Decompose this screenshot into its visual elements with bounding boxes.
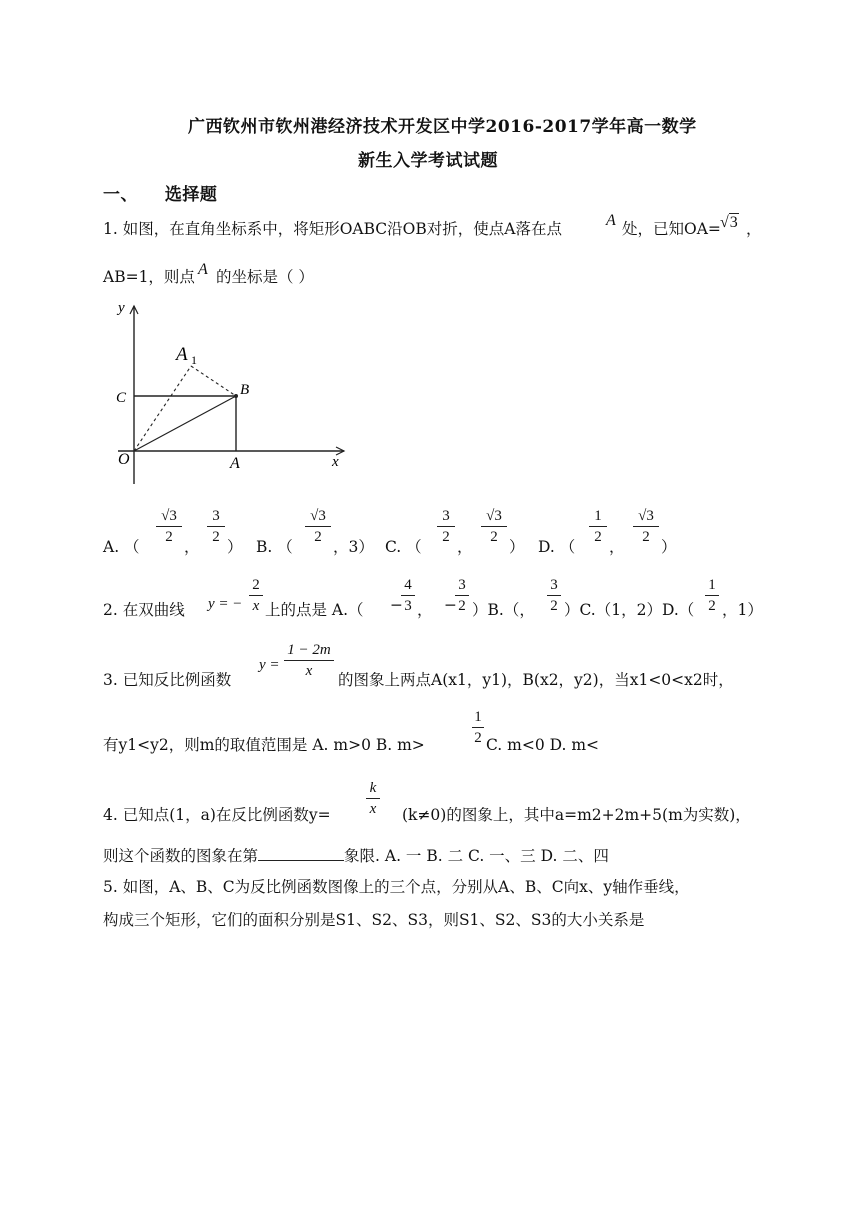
q1-option-d-end: ）: [661, 538, 677, 556]
q1-point-a1-symbol: A: [606, 212, 616, 229]
q1-option-b-end: ，3）: [333, 538, 374, 556]
q1-option-b-num: √3: [310, 508, 326, 524]
q3-frac: [472, 708, 484, 747]
q2-option-d-end: ，1）: [722, 601, 763, 619]
q1-line-2b: 的坐标是（ ）: [216, 268, 314, 286]
point-b-label: B: [240, 382, 250, 398]
q4-frac-num: k: [369, 780, 377, 796]
q2-option-a-frac-1: [401, 576, 415, 615]
q2-option-b-num: 3: [550, 577, 558, 593]
q4-frac: [366, 779, 380, 818]
q3-frac-num: 1: [474, 709, 482, 725]
q3-frac-den: 2: [474, 730, 482, 746]
point-b-dot: [234, 394, 238, 398]
q4-lead: 4. 已知点(1，a)在反比例函数y=: [103, 806, 331, 824]
q2-option-a-num-2: 3: [458, 577, 466, 593]
q1-option-a-den-1: 2: [165, 529, 173, 545]
q1-option-a-num-2: 3: [212, 508, 220, 524]
q2-formula-frac: [249, 576, 263, 615]
q1-option-a-lead: A. （: [103, 538, 140, 556]
q2-lead: 2. 在双曲线: [103, 601, 185, 619]
q2-option-b-end: ）C.（1，2）D.（: [564, 601, 695, 619]
q1-option-c-end: ）: [509, 538, 525, 556]
q4-text-after: (k≠0)的图象上，其中a=m2+2m+5(m为实数)，: [402, 806, 751, 824]
y-axis-label: y: [118, 300, 125, 316]
point-a-label: A: [230, 455, 240, 472]
q3-formula-frac: [284, 641, 334, 680]
q3-lead: 3. 已知反比例函数: [103, 671, 232, 689]
q3-formula-num: 1 − 2m: [287, 642, 331, 658]
origin-label: O: [118, 451, 130, 468]
q2-option-a-den-1: 3: [404, 598, 412, 614]
segment-ob: [134, 396, 236, 451]
q2-option-a-sep: ，: [417, 601, 433, 619]
q1-option-c-sep: ，: [457, 538, 473, 556]
section-number: 一、: [103, 185, 138, 205]
segment-a1b-dashed: [191, 366, 236, 396]
q1-option-d-lead: D. （: [538, 538, 576, 556]
point-c-label: C: [116, 390, 127, 406]
q5-line-1: 5. 如图，A、B、C为反比例函数图像上的三个点，分别从A、B、C向x、y轴作垂线，: [103, 878, 690, 896]
q1-option-c-den-2: 2: [490, 529, 498, 545]
section-name: 选择题: [164, 185, 218, 205]
q4-line-2a: 则这个函数的图象在第: [103, 847, 259, 865]
q1-option-d-den-1: 2: [594, 529, 602, 545]
segment-oa1-dashed: [134, 366, 191, 451]
q1-option-c-num-2: √3: [486, 508, 502, 524]
q1-option-a-den-2: 2: [212, 529, 220, 545]
q2-formula-den: x: [252, 598, 260, 614]
q3-text-after: 的图象上两点A(x1，y1)，B(x2，y2)，当x1<0<x2时，: [338, 671, 734, 689]
q1-line-2a: AB=1，则点: [103, 268, 195, 286]
section-heading: [103, 180, 217, 205]
q2-option-a-den-2: 2: [458, 598, 466, 614]
q2-option-d-den: 2: [708, 598, 716, 614]
q2-neg-2: −: [444, 596, 457, 614]
point-a1-label: A: [176, 344, 188, 365]
q1-option-d-den-2: 2: [642, 529, 650, 545]
q2-neg-1: −: [390, 596, 403, 614]
q1-coordinate-figure: [104, 296, 354, 491]
q1-option-a-end: ）: [227, 538, 243, 556]
q2-option-d-frac: [705, 576, 719, 615]
q2-text-after: 上的点是 A.（: [265, 601, 364, 619]
q1-option-c-den-1: 2: [442, 529, 450, 545]
q2-option-a-frac-2: [455, 576, 469, 615]
q3-formula-lhs: y =: [259, 657, 280, 673]
point-a1-subscript: 1: [191, 353, 197, 367]
q1-point-a1-symbol-2: A: [198, 261, 208, 278]
q1-option-c-lead: C. （: [385, 538, 422, 556]
q2-formula-num: 2: [252, 577, 260, 593]
q1-option-a-sep: ，: [184, 538, 200, 556]
q1-option-c-num-1: 3: [442, 508, 450, 524]
q2-option-a-end: ）B.（，: [472, 601, 535, 619]
q5-line-2: 构成三个矩形，它们的面积分别是S1、S2、S3，则S1、S2、S3的大小关系是: [103, 911, 645, 929]
q1-line-1a: 1. 如图，在直角坐标系中，将矩形OABC沿OB对折，使点A落在点: [103, 220, 562, 238]
q1-option-c-frac-1: [437, 507, 455, 546]
q4-frac-den: x: [369, 801, 377, 817]
q3-line-2b: C. m<0 D. m<: [486, 736, 600, 754]
q1-option-d-num-1: 1: [594, 508, 602, 524]
q4-line-2b: 象限. A. 一 B. 二 C. 一、三 D. 二、四: [344, 847, 609, 865]
q1-sqrt-radicand: 3: [729, 214, 738, 231]
q1-option-a-frac-1: [156, 507, 182, 546]
x-axis-label: x: [332, 454, 339, 470]
q3-line-2a: 有y1<y2，则m的取值范围是 A. m>0 B. m>: [103, 736, 425, 754]
q2-option-b-frac: [547, 576, 561, 615]
q1-option-a-num-1: √3: [161, 508, 177, 524]
q1-option-c-frac-2: [481, 507, 507, 546]
q1-option-b-frac: [305, 507, 331, 546]
q1-sqrt3: √3: [720, 214, 738, 231]
q1-option-b-den: 2: [314, 529, 322, 545]
title-line-2: 新生入学考试试题: [358, 151, 498, 171]
q3-formula-den: x: [305, 663, 313, 679]
q2-option-b-den: 2: [550, 598, 558, 614]
q1-option-d-frac-2: [633, 507, 659, 546]
title-line-1: 广西钦州市钦州港经济技术开发区中学2016-2017学年高一数学: [188, 117, 697, 137]
q2-formula-lhs: y = −: [208, 596, 243, 612]
q1-option-a-frac-2: [207, 507, 225, 546]
q1-option-b-lead: B. （: [256, 538, 293, 556]
q1-option-d-frac-1: [589, 507, 607, 546]
q1-option-d-sep: ，: [609, 538, 625, 556]
q2-option-a-num-1: 4: [404, 577, 412, 593]
q4-answer-blank: [258, 846, 344, 861]
q4-line-2: [103, 846, 609, 865]
q2-option-d-num: 1: [708, 577, 716, 593]
q1-line-1b: 处，已知OA=: [622, 220, 721, 238]
q1-line-1c: ，: [746, 220, 762, 238]
q1-option-d-num-2: √3: [638, 508, 654, 524]
